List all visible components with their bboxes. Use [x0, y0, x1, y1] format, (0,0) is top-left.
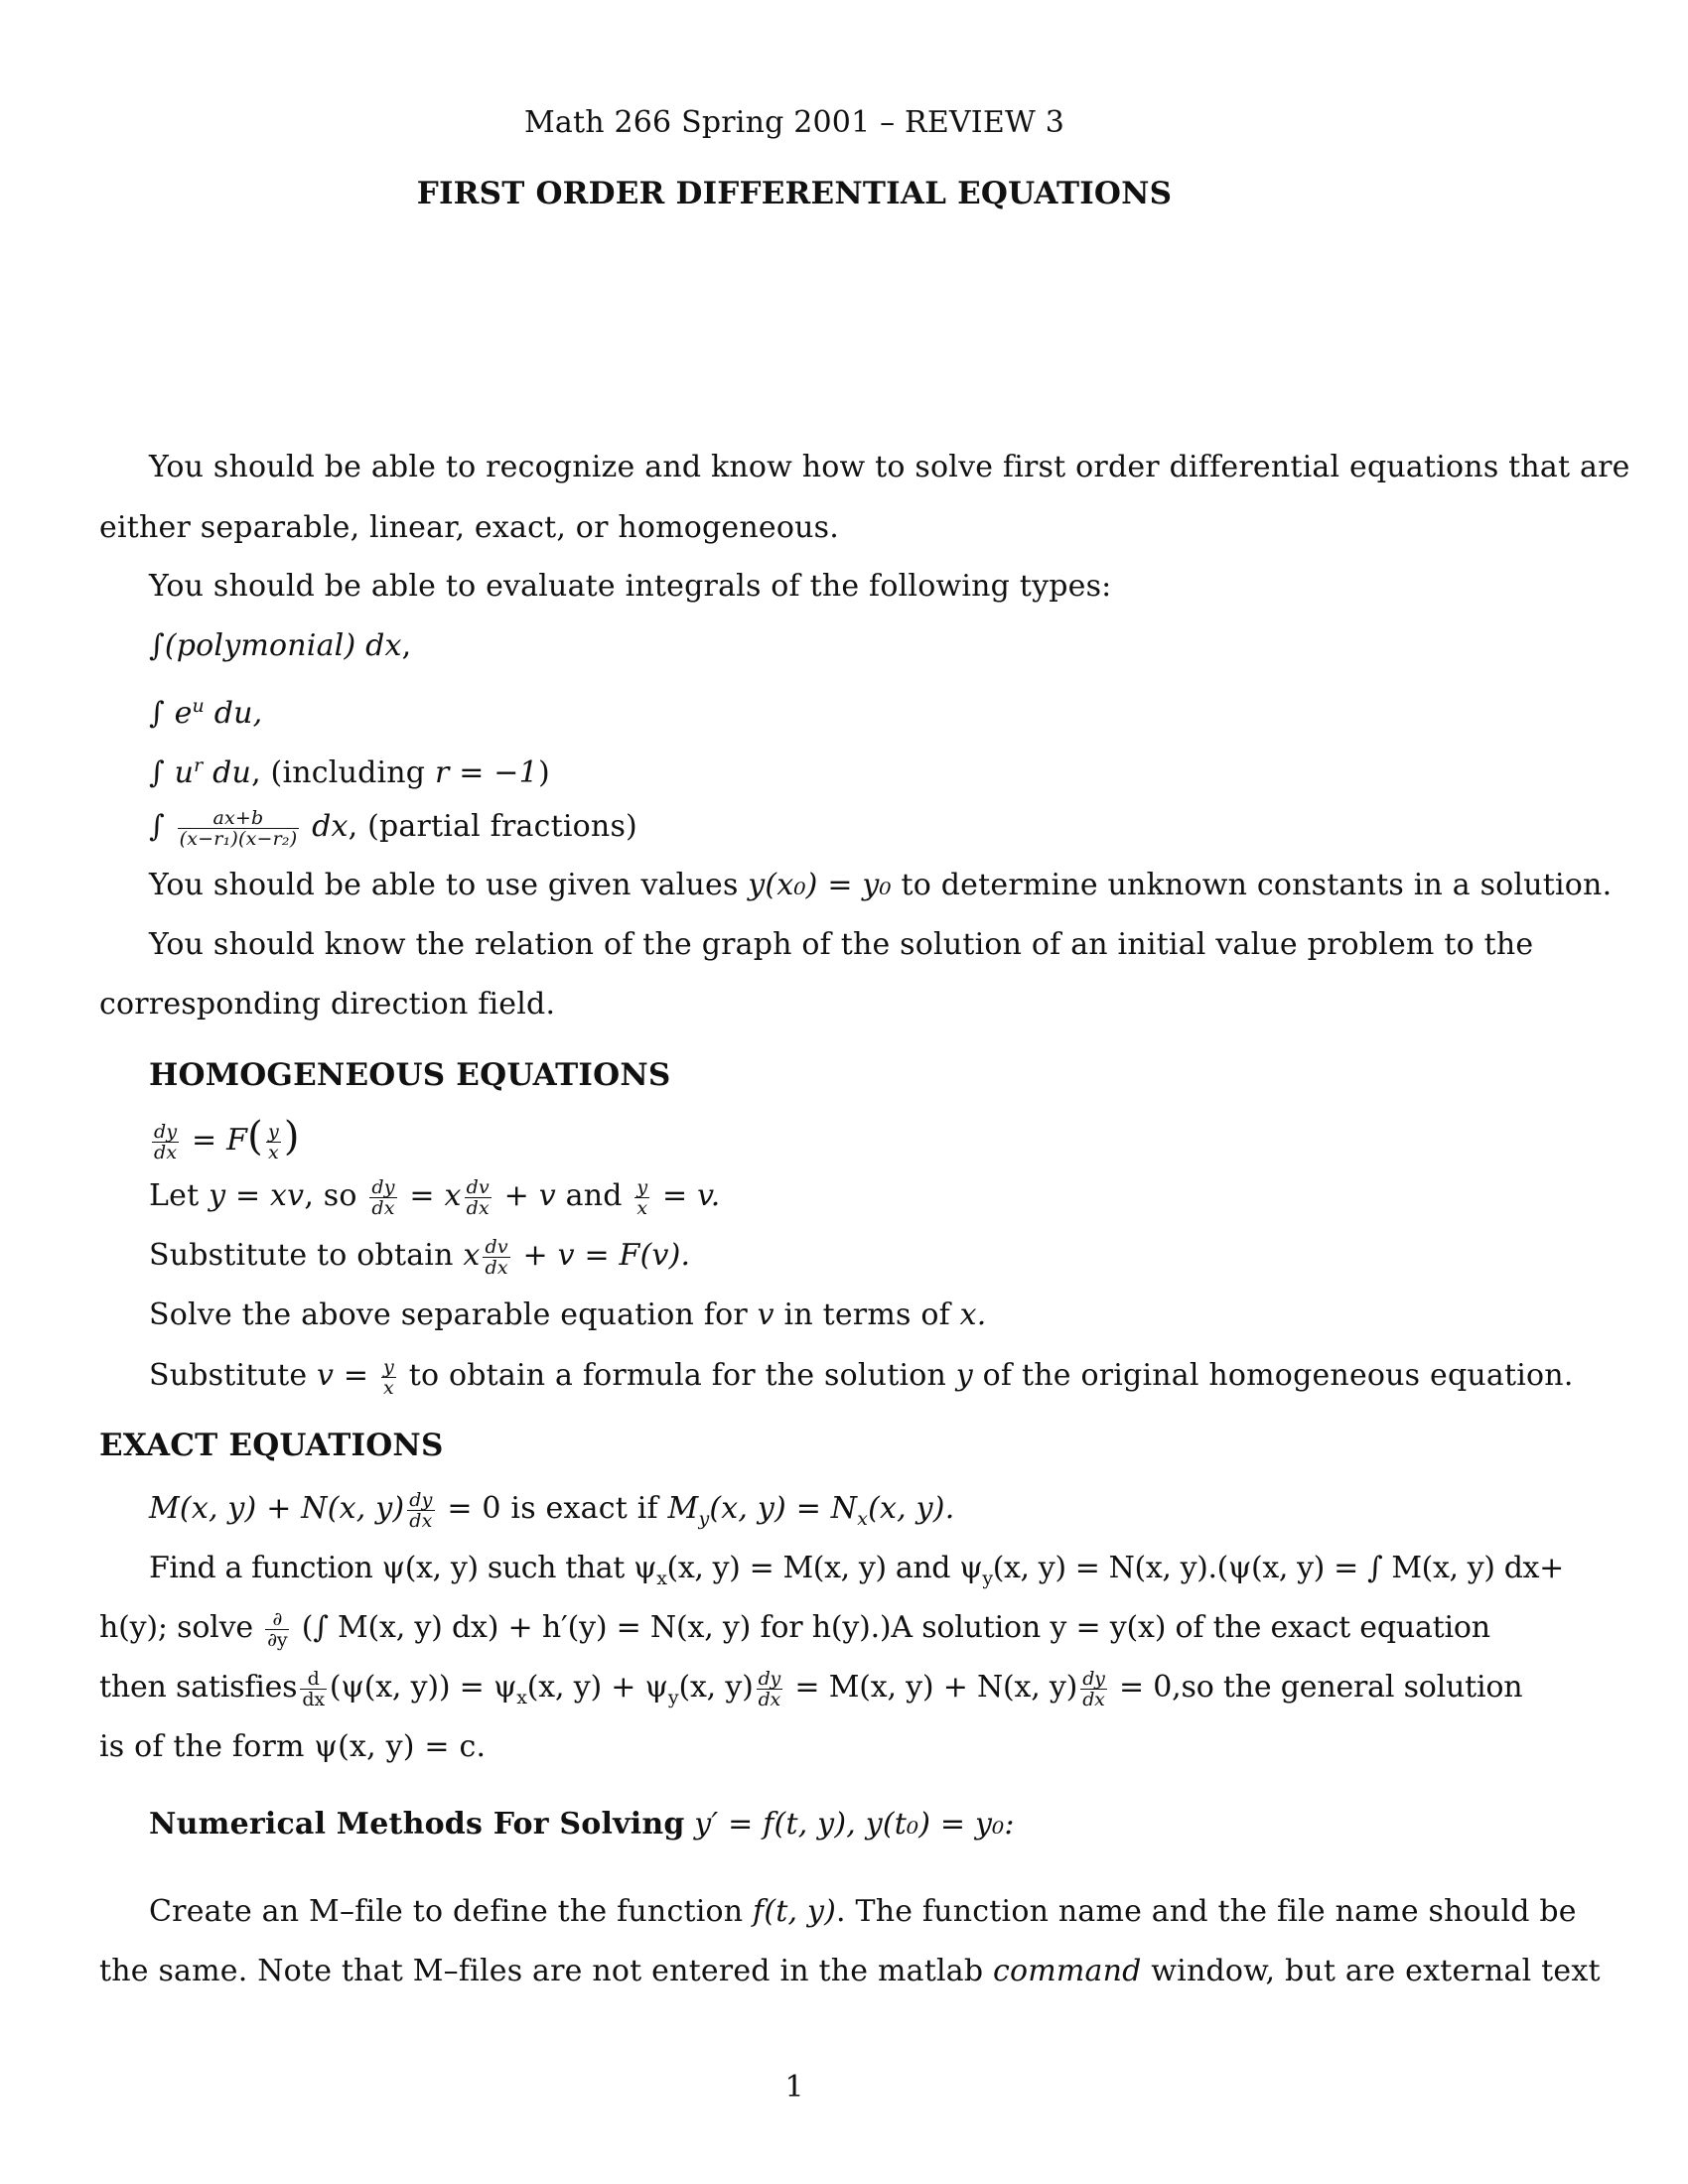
- intro-paragraph-1-line-2: either separable, linear, exact, or homogeneous.: [99, 510, 839, 545]
- integral-sign: ∫: [149, 809, 165, 844]
- fraction: $\frac{dv}{dx}$: [466, 1175, 490, 1219]
- intro-paragraph-4-line-2: corresponding direction field.: [99, 987, 556, 1022]
- fraction: $\frac{y}{x}$: [383, 1355, 394, 1399]
- integral-exponential: ∫ $e^u$ du,: [149, 695, 263, 731]
- homogeneous-solve-line: Solve the above separable equation for v in terms of x.: [149, 1297, 987, 1332]
- fraction: $\frac{ax+b}{\text{(x−r₁)(x−r₂)}}$: [179, 806, 298, 850]
- exact-condition: M(x, y) + N(x, y) $\frac{dy}{dx}$ = 0 is exact if $M_y(x$, $y) = N_x(x$, y).: [149, 1488, 955, 1532]
- homogeneous-let-line: Let y = xv, so $\frac{dy}{dx}$ = x $\frac{dv}{dx}$ + v and $\frac{y}{x}$ = v.: [149, 1175, 721, 1219]
- fraction: $\frac{dy}{dx}$: [1082, 1667, 1105, 1710]
- integral-sign: ∫: [149, 755, 175, 790]
- numerical-paragraph-line-1: Create an M–file to define the function f(t, y). The function name and the file name should be: [149, 1894, 1577, 1929]
- fraction: $\frac{\partial}{\partial y}$: [267, 1607, 288, 1651]
- integral-sign: ∫: [149, 628, 165, 663]
- page-number: 1: [784, 2070, 804, 2105]
- fraction: $\frac{dy}{dx}$: [154, 1120, 178, 1163]
- fraction: $\frac{y}{x}$: [636, 1175, 648, 1219]
- integral-polynomial: ∫(polymonial) dx,: [149, 628, 412, 663]
- exact-line-3: then satisfies $\frac{d}{dx}$ (ψ(x, $y)) = \psi_x(x$, $y) + \psi_y(x$, y) $\frac{dy}{dx}$ = M(x, y) + N(x, y) $\frac{dy}{dx}$ = 0,so the general solution: [99, 1667, 1523, 1710]
- exact-line-4: is of the form ψ(x, y) = c.: [99, 1729, 487, 1764]
- integral-partial-fractions: ∫ $\frac{ax+b}{\text{(x−r₁)(x−r₂)}}$ dx, (partial fractions): [149, 806, 637, 850]
- intro-paragraph-1-line-1: You should be able to recognize and know how to solve first order differential equations that are: [149, 450, 1630, 484]
- section-heading-numerical: Numerical Methods For Solving y′ = f(t, y), y(t₀) = y₀:: [149, 1807, 1015, 1842]
- fraction: $\frac{y}{x}$: [267, 1120, 279, 1163]
- homogeneous-final-line: Substitute v = $\frac{y}{x}$ to obtain a formula for the solution y of the original homogeneous equation.: [149, 1355, 1574, 1399]
- numerical-paragraph-line-2: the same. Note that M–files are not entered in the matlab command window, but are external text: [99, 1954, 1601, 1988]
- homogeneous-equation: $\frac{dy}{dx}$ = F( $\frac{y}{x}$ ): [154, 1114, 300, 1163]
- exact-line-1: Find a function ψ(x, y) such that $\psi_x(x$, y) = M(x, y) and $\psi_y(x$, y) = N(x, y).(ψ(x, y) = ∫ M(x, y) dx+: [149, 1551, 1564, 1589]
- fraction: $\frac{dy}{dx}$: [758, 1667, 781, 1710]
- integral-sign: ∫: [149, 696, 175, 731]
- section-heading-exact: EXACT EQUATIONS: [99, 1428, 444, 1463]
- fraction: $\frac{dv}{dx}$: [485, 1235, 508, 1279]
- intro-paragraph-4-line-1: You should know the relation of the graph of the solution of an initial value problem to the: [149, 927, 1534, 962]
- integral-power: ∫ $u^r$ du, (including r = −1): [149, 754, 550, 790]
- intro-paragraph-3: You should be able to use given values y(x₀) = y₀ to determine unknown constants in a solution.: [149, 868, 1613, 902]
- section-heading-homogeneous: HOMOGENEOUS EQUATIONS: [149, 1057, 671, 1093]
- homogeneous-substitute-line: Substitute to obtain x $\frac{dv}{dx}$ + v = F(v).: [149, 1235, 691, 1279]
- page-title: FIRST ORDER DIFFERENTIAL EQUATIONS: [416, 176, 1173, 211]
- fraction: $\frac{d}{dx}$: [302, 1667, 325, 1710]
- fraction: $\frac{dy}{dx}$: [371, 1175, 395, 1219]
- course-header: Math 266 Spring 2001 – REVIEW 3: [523, 105, 1065, 140]
- exact-line-2: h(y); solve $\frac{\partial}{\partial y}$ (∫ M(x, y) dx) + h′(y) = N(x, y) for h(y).)A solution y = y(x) of the exact equation: [99, 1607, 1490, 1651]
- fraction: $\frac{dy}{dx}$: [409, 1488, 433, 1532]
- intro-paragraph-2: You should be able to evaluate integrals of the following types:: [149, 569, 1112, 604]
